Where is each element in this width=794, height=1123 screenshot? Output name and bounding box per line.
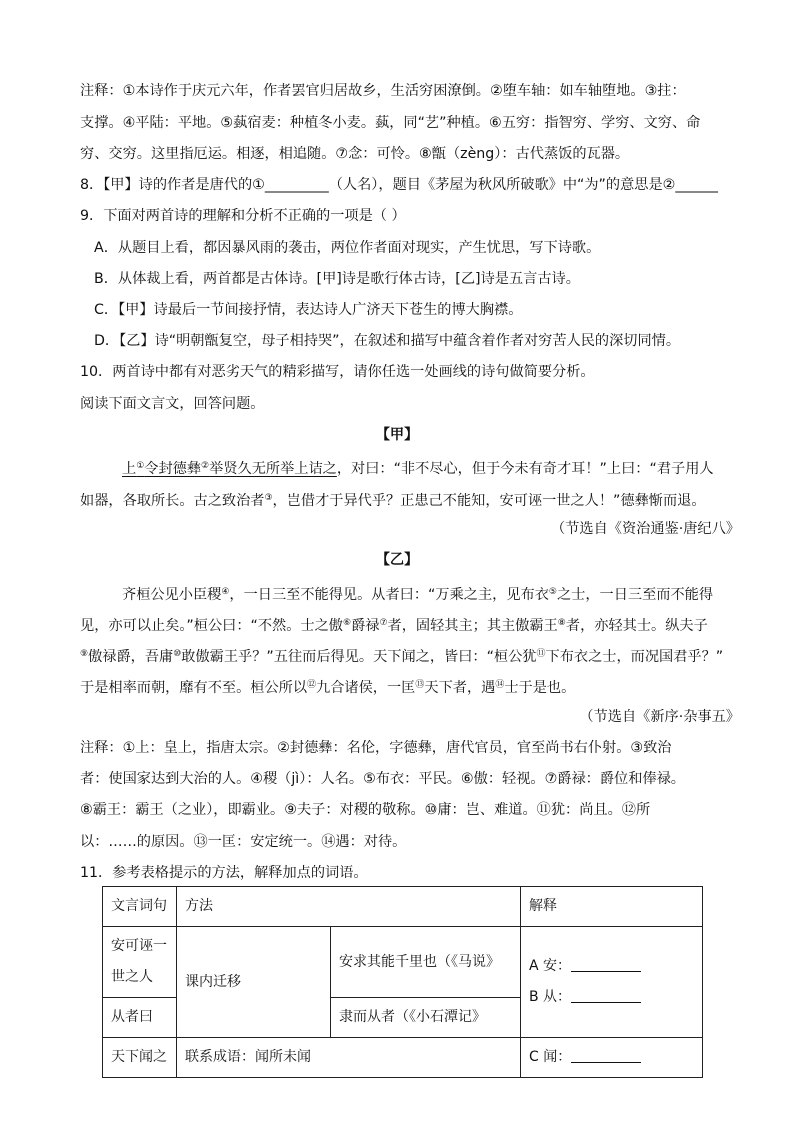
jia-underlined-sentence: 上①令封德彝②举贤久无所举上诘之	[122, 461, 337, 477]
passage-yi-title: 【乙】	[375, 552, 419, 568]
passage-yi-line4: 于是相率而朝，靡有不至。桓公所以⑫九合诸侯，一匡⑬天下者，遇⑭士于是也。	[80, 680, 576, 696]
notes1-line1: 注释：①本诗作于庆元六年，作者罢官归居故乡，生活穷困潦倒。②堕车轴：如车轴堕地。③拄：	[80, 83, 686, 99]
header-word: 文言词句	[103, 887, 177, 927]
answer-c-blank[interactable]	[571, 1047, 641, 1063]
question-9-stem: 9．下面对两首诗的理解和分析不正确的一项是（ ）	[80, 208, 406, 224]
cell-word-an: 安可诬一世之人	[103, 927, 177, 998]
notes2-line1: 注释：①上：皇上，指唐太宗。②封德彝：名伦，字德彝，唐代官员，官至尚书右仆射。③致治	[80, 740, 672, 756]
question-10: 10．两首诗中都有对恶劣天气的精彩描写，请你任选一处画线的诗句做简要分析。	[80, 364, 595, 380]
question-9-option-d: D．【乙】诗“明朝甑复空，母子相持哭”，在叙述和描写中蕴含着作者对穷苦人民的深切同情。	[94, 333, 681, 349]
passage-jia-line2: 如器，各取所长。古之致治者③，岂借才于异代乎？正患己不能知，安可诬一世之人！”德彝惭而退。	[80, 493, 706, 509]
notes1-line3: 穷、交穷。这里指厄运。相逐，相追随。⑦念：可怜。⑧甑（zèng）：古代蒸饭的瓦器。	[80, 146, 630, 162]
notes1-line2: 支撑。④平陆：平地。⑤蓺宿麦：种植冬小麦。蓺，同“艺”种植。⑥五穷：指智穷、学穷、文穷、命	[80, 115, 701, 131]
table-header-row	[103, 887, 703, 927]
passage-jia-source: （节选自《资治通鉴·唐纪八》	[551, 521, 740, 537]
question-9-option-b: B．从体裁上看，两首都是古体诗。[甲]诗是歌行体古诗，[乙]诗是五言古诗。	[94, 271, 580, 287]
question-11-stem: 11．参考表格提示的方法，解释加点的词语。	[80, 865, 368, 881]
header-method: 方法	[177, 887, 521, 927]
answer-a: A 安：	[529, 951, 694, 982]
cell-word-cong: 从者曰	[103, 998, 177, 1038]
reading-intro: 阅读下面文言文，回答问题。	[80, 396, 265, 412]
cell-example-mashuo: 安求其能千里也（《马说》	[331, 927, 521, 998]
question-11-table	[102, 886, 703, 1078]
passage-yi-line3: ⑨傲禄爵，吾庸⑩敢傲霸王乎？”五往而后得见。天下闻之，皆曰：“桓公犹⑪下布衣之士，而况国君乎？”	[80, 649, 724, 665]
cell-example-xiaoshitan: 隶而从者（《小石潭记》	[331, 998, 521, 1038]
question-8: 8．【甲】诗的作者是唐代的①_________（人名），题目《茅屋为秋风所破歌》中“为”的意思是②______	[80, 177, 718, 193]
cell-word-wen: 天下闻之	[103, 1038, 177, 1078]
answer-a-blank[interactable]	[571, 956, 641, 972]
notes2-line4: 以：……的原因。⑬一匡：安定统一。⑭遇：对待。	[80, 834, 407, 850]
notes2-line2: 者：使国家达到大治的人。④稷（jì）：人名。⑤布衣：平民。⑥傲：轻视。⑦爵禄：爵位和俸禄。	[80, 771, 685, 787]
question-9-option-a: A．从题目上看，都因暴风雨的袭击，两位作者面对现实，产生忧思，写下诗歌。	[94, 240, 601, 256]
question-9-option-c: C．【甲】诗最后一节间接抒情，表达诗人广济天下苍生的博大胸襟。	[94, 302, 523, 318]
answer-b: B 从：	[529, 982, 694, 1013]
passage-jia-line1: 上①令封德彝②举贤久无所举上诘之，对曰：“非不尽心，但于今未有奇才耳！”上曰：“君子用人	[122, 461, 714, 477]
table-row	[103, 927, 703, 998]
passage-jia-title: 【甲】	[375, 427, 419, 443]
table-row	[103, 1038, 703, 1078]
notes2-line3: ⑧霸王：霸王（之业），即霸业。⑨夫子：对稷的敬称。⑩庸：岂、难道。⑪犹：尚且。⑫所	[80, 802, 651, 818]
cell-method-transfer: 课内迁移	[177, 927, 331, 1038]
cell-method-idiom: 联系成语：闻所未闻	[177, 1038, 521, 1078]
header-explanation: 解释	[521, 887, 703, 927]
cell-answers-ab	[521, 927, 703, 1038]
passage-yi-line2: 见，亦可以止矣。”桓公曰：“不然。士之傲⑥爵禄⑦者，固轻其主；其主傲霸王⑧者，亦轻其士。纵夫子	[80, 618, 708, 634]
answer-b-blank[interactable]	[571, 987, 641, 1003]
cell-answer-c: C 闻：	[521, 1038, 703, 1078]
passage-yi-line1: 齐桓公见小臣稷④，一日三至不能得见。从者曰：“万乘之主，见布衣⑤之士，一日三至而不能得	[122, 587, 714, 603]
passage-yi-source: （节选自《新序·杂事五》	[579, 709, 740, 725]
